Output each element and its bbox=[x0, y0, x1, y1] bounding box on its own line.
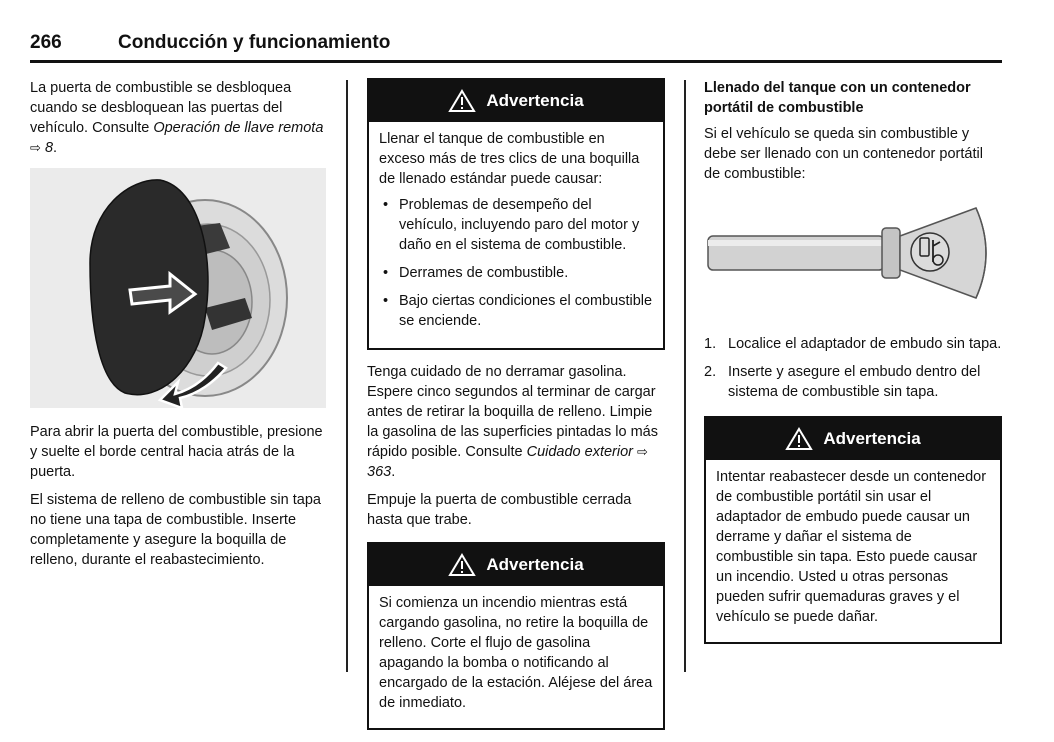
column-right bbox=[704, 78, 1002, 656]
page-ref-arrow-icon: ⇨ bbox=[637, 444, 648, 459]
fuel-door-intro: La puerta de combustible se desbloquea cuando se desbloquean las puertas del vehículo. Consulte Operación de llave remota ⇨ 8. bbox=[30, 80, 324, 156]
warning-triangle-icon bbox=[785, 427, 813, 451]
warning-triangle-icon bbox=[448, 89, 476, 113]
warning-box-portable bbox=[704, 416, 1002, 644]
column-left bbox=[30, 78, 326, 578]
warning-text: Si comienza un incendio mientras está cargando gasolina, no retire la boquilla de relleno. Corte el flujo de gasolina apagando la bomba o notificando al encargado de la estación. Aléjese del área de inmediato. bbox=[379, 595, 653, 711]
warning-box-overfill bbox=[367, 78, 665, 350]
portable-container-heading: Llenado del tanque con un contenedor portátil de combustible bbox=[704, 80, 971, 116]
list-item: • Bajo ciertas condiciones el combustible se enciende. bbox=[379, 291, 653, 331]
funnel-adapter-illustration bbox=[704, 198, 1002, 318]
list-item: • Problemas de desempeño del vehículo, incluyendo paro del motor y daño en el sistema de combustible. bbox=[379, 195, 653, 255]
xref-exterior-care[interactable]: Cuidado exterior ⇨ 363 bbox=[367, 444, 648, 480]
fuel-door-illustration bbox=[30, 168, 326, 408]
warning-header bbox=[369, 544, 663, 586]
warning-text: Intentar reabastecer desde un contenedor de combustible portátil sin usar el adaptador de embudo puede causar un derrame y dañar el sistema de combustible sin tapa. Esto puede causar un incendio. Usted u otras personas pueden sufrir quemaduras graves y el vehículo se puede dañar. bbox=[716, 469, 987, 625]
open-door-instruction: Para abrir la puerta del combustible, presione y suelte el borde central hacia atrás de la puerta. bbox=[30, 424, 323, 480]
list-item: 2. Inserte y asegure el embudo dentro del sistema de combustible sin tapa. bbox=[704, 364, 981, 400]
spill-care-paragraph: Tenga cuidado de no derramar gasolina. Espere cinco segundos al terminar de cargar antes de retirar la boquilla de relleno. Limpie la gasolina de las superficies pintadas lo más rápido posible. Consulte Cuidado exterior ⇨ 363. bbox=[367, 364, 658, 480]
xref-remote-key[interactable]: Operación de llave remota ⇨ 8 bbox=[30, 120, 324, 156]
warning-title: Advertencia bbox=[823, 429, 921, 448]
warning-body bbox=[706, 460, 1000, 642]
column-divider bbox=[346, 80, 348, 672]
capless-description: El sistema de relleno de combustible sin tapa no tiene una tapa de combustible. Inserte completamente y asegure la boquilla de relleno, durante el reabastecimiento. bbox=[30, 492, 321, 568]
steps-list bbox=[704, 334, 1002, 402]
warning-title: Advertencia bbox=[486, 91, 584, 110]
warning-body bbox=[369, 586, 663, 728]
column-middle bbox=[367, 78, 665, 742]
warning-triangle-icon bbox=[448, 553, 476, 577]
portable-container-intro: Si el vehículo se queda sin combustible y debe ser llenado con un contenedor portátil de combustible: bbox=[704, 126, 983, 182]
section-title: Conducción y funcionamiento bbox=[118, 32, 391, 53]
warning-box-fire bbox=[367, 542, 665, 730]
page-header bbox=[30, 30, 1002, 63]
warning-bullet-list bbox=[379, 195, 653, 331]
page-number: 266 bbox=[30, 32, 62, 53]
close-door-paragraph: Empuje la puerta de combustible cerrada hasta que trabe. bbox=[367, 492, 632, 528]
warning-header bbox=[369, 80, 663, 122]
page-ref-arrow-icon: ⇨ bbox=[30, 140, 41, 155]
warning-header bbox=[706, 418, 1000, 460]
list-item: 1. Localice el adaptador de embudo sin tapa. bbox=[704, 336, 1002, 352]
list-item: • Derrames de combustible. bbox=[379, 263, 653, 283]
warning-title: Advertencia bbox=[486, 555, 584, 574]
column-divider bbox=[684, 80, 686, 672]
warning-intro: Llenar el tanque de combustible en exceso más de tres clics de una boquilla de llenado estándar puede causar: bbox=[379, 131, 640, 187]
warning-body bbox=[369, 122, 663, 348]
